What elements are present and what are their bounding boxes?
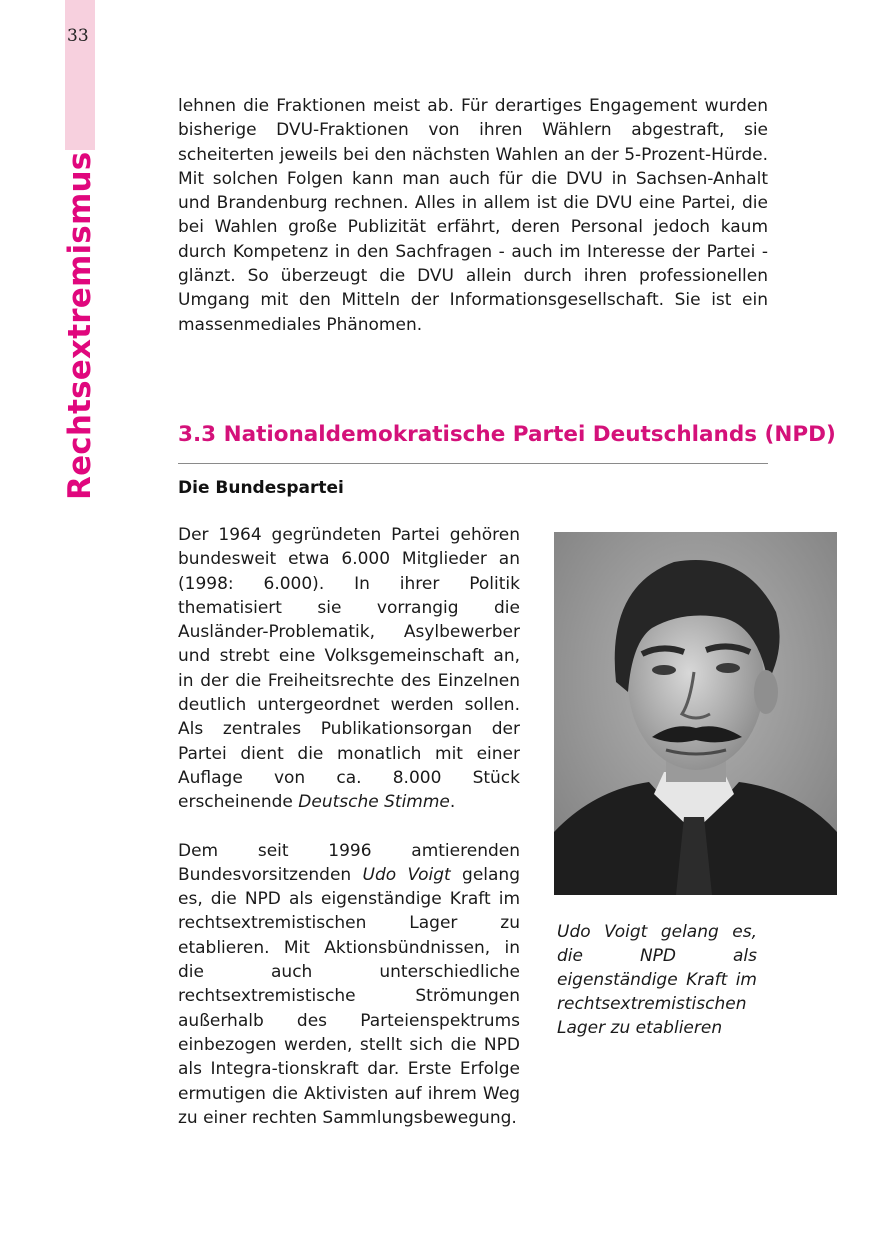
paragraph-chairman-rest: gelang es, die NPD als eigenständige Kraft im rechtsextremistischen Lager zu etablieren. Mit Aktionsbündnissen, in die auch unterschiedliche rechtsextremistische Strömungen außerhalb des Parteienspektrums einbezogen werden, stellt sich die NPD als Integra-tionskraft dar. Erste Erfolge ermutigen die Aktivisten auf ihrem Weg zu einer rechten Sammlungsbewegung. — [178, 864, 520, 1128]
portrait-photo — [554, 532, 837, 895]
paragraph-chairman-start: Dem seit 1996 amtierenden Bundesvorsitzenden — [178, 840, 520, 885]
section-heading: 3.3 Nationaldemokratische Partei Deutschlands (NPD) — [178, 422, 836, 447]
chairman-name: Udo Voigt — [362, 864, 451, 885]
paragraph-party-text: Der 1964 gegründeten Partei gehören bundesweit etwa 6.000 Mitglieder an (1998: 6.000). In ihrer Politik thematisiert sie vorrangig die Ausländer-Problematik, Asylbewerber und strebt eine Volksgemeinschaft an, in der die Freiheitsrechte des Einzelnen deutlich untergeordnet werden sollen. Als zentrales Publikationsorgan der Partei dient die monatlich mit einer Auflage von ca. 8.000 Stück erscheinende — [178, 525, 520, 813]
chapter-side-title: Rechtsextremismus — [62, 151, 98, 500]
paragraph-chairman — [178, 839, 520, 1131]
publication-title: Deutsche Stimme — [298, 792, 450, 813]
photo-caption: Udo Voigt gelang es, die NPD als eigenständige Kraft im rechtsextremistischen Lager zu etablieren — [557, 922, 757, 1038]
main-column — [178, 523, 520, 1154]
paragraph-party-end: . — [449, 792, 456, 813]
intro-text: lehnen die Fraktionen meist ab. Für derartiges Engagement wurden bisherige DVU-Fraktionen von ihren Wählern abgestraft, sie scheiterten jeweils bei den nächsten Wahlen an der 5-Prozent-Hürde. Mit solchen Folgen kann man auch für die DVU in Sachsen-Anhalt und Brandenburg rechnen. Alles in allem ist die DVU eine Partei, die bei Wahlen große Publizität erfährt, deren Personal jedoch kaum durch Kompetenz in den Sachfragen - auch im Interesse der Partei - glänzt. So überzeugt die DVU allein durch ihren professionellen Umgang mit den Mitteln der Informationsgesellschaft. Sie ist ein massenmediales Phänomen. — [178, 96, 768, 335]
intro-paragraph — [178, 94, 768, 337]
heading-divider — [178, 463, 768, 464]
page-number: 33 — [67, 26, 89, 46]
subheading: Die Bundespartei — [178, 478, 344, 498]
paragraph-party — [178, 523, 520, 815]
page-tab-marker — [65, 0, 95, 150]
